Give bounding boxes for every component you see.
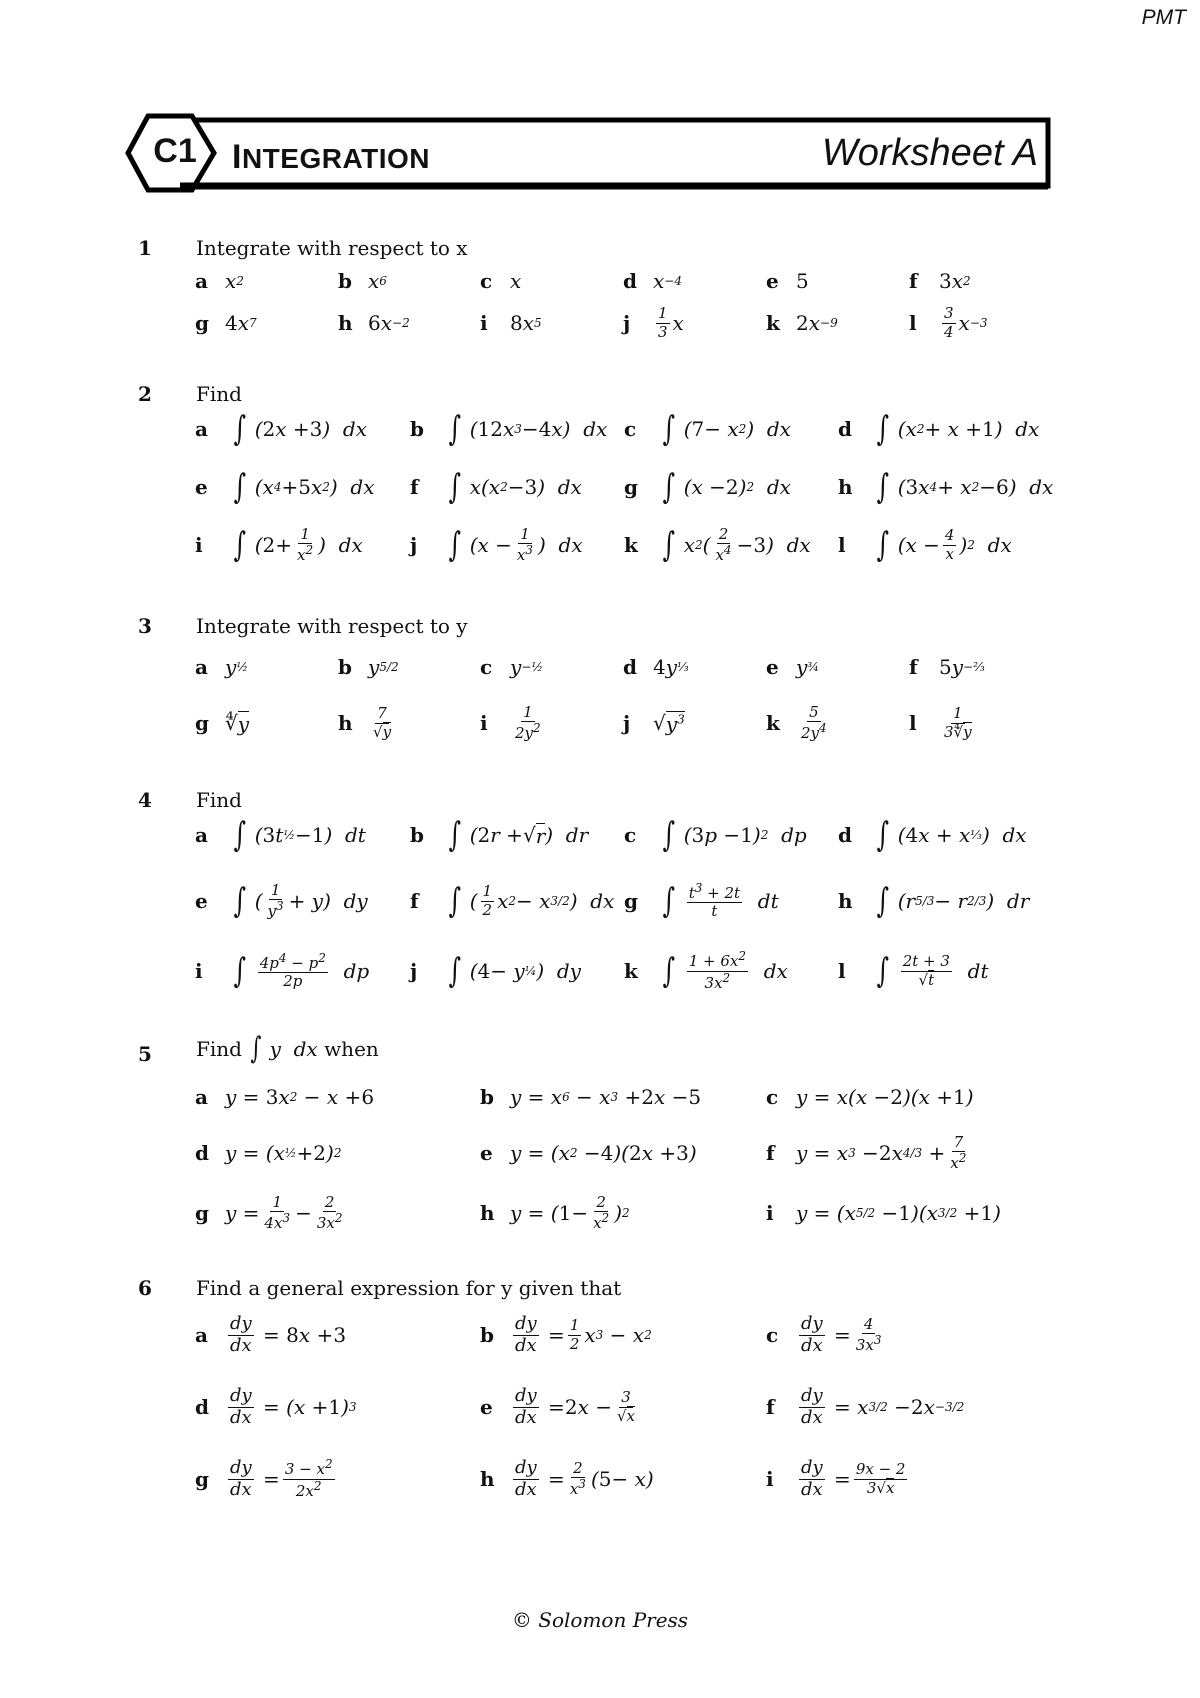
- part-5a: a y = 3 x 2 − x + 6: [195, 1085, 375, 1109]
- question-number: 4: [138, 788, 152, 812]
- part-3g: g ∜ y: [195, 711, 250, 736]
- item-row: [0, 1382, 1200, 1432]
- item-row: [0, 1188, 1200, 1238]
- part-3d: d 4 y ⅓: [623, 655, 689, 679]
- part-4e: e ∫ ( $\frac{1}{y^3}$ + y) dy: [195, 880, 368, 921]
- question-number: 1: [138, 236, 152, 260]
- part-1f: f 3 x 2: [909, 269, 971, 293]
- unit-code: C1: [153, 132, 197, 170]
- item-row: [0, 404, 1200, 454]
- part-3j: j √ $y^3$: [623, 711, 685, 736]
- part-5f: f y = x 3 − 2 x 4/3 + $\frac{7}{x^2}$: [766, 1132, 967, 1172]
- part-6f: f $\frac{dy}{dx}$ = x 3/2 − 2 x −3/2: [766, 1384, 965, 1428]
- item-row: [0, 810, 1200, 860]
- part-1j: j $\frac{1}{3}$ x: [623, 304, 684, 341]
- item-row: [0, 1072, 1200, 1122]
- part-4j: j ∫ ( 4 − y ¼ ) dy: [410, 951, 581, 991]
- part-4c: c ∫ ( 3 p − 1 ) 2 dp: [624, 815, 807, 855]
- item-row: [0, 462, 1200, 512]
- part-5d: d y = (x ½ + 2 ) 2: [195, 1141, 342, 1165]
- question-stem: Find: [196, 382, 242, 406]
- part-6h: h $\frac{dy}{dx}$ = $\frac{2}{x^3}$ ( 5 − x): [480, 1456, 654, 1500]
- part-3l: l $\frac{1}{3∜y}$: [909, 704, 972, 741]
- part-3b: b y 5/2: [338, 655, 399, 679]
- part-2k: k ∫ x 2 ( $\frac{2}{x^4}$ − 3 ) dx: [624, 524, 811, 565]
- part-4b: b ∫ ( 2 r + √ r ) dr: [410, 815, 589, 855]
- part-4k: k ∫ $\frac{1 + 6x^2}{3x^2}$ dx: [624, 949, 788, 992]
- part-2a: a ∫ ( 2 x + 3 ) dx: [195, 409, 368, 449]
- part-3k: k $\frac{5}{2y^4}$: [766, 702, 827, 742]
- part-2c: c ∫ ( 7 − x 2 ) dx: [624, 409, 791, 449]
- part-4f: f ∫ ( $\frac{1}{2}$ x 2 − x 3/2 ) dx: [410, 881, 615, 921]
- part-1l: l $\frac{3}{4}$ x −3: [909, 304, 988, 341]
- part-1h: h 6 x −2: [338, 311, 410, 335]
- part-2f: f ∫ x(x 2 − 3 ) dx: [410, 467, 582, 507]
- part-6a: a $\frac{dy}{dx}$ = 8 x + 3: [195, 1312, 347, 1356]
- part-2j: j ∫ (x − $\frac{1}{x^3}$ ) dx: [410, 524, 583, 565]
- question-number: 5: [138, 1042, 152, 1066]
- item-row: [0, 642, 1200, 692]
- part-5e: e y = (x 2 − 4 )( 2 x + 3 ): [480, 1141, 697, 1165]
- question-stem: Find a general expression for y given that: [196, 1276, 622, 1300]
- part-2d: d ∫ (x 2 + x + 1 ) dx: [838, 409, 1040, 449]
- question-number: 2: [138, 382, 152, 406]
- part-3h: h $\frac{7}{√y}$: [338, 704, 392, 741]
- part-2l: l ∫ (x − $\frac{4}{x}$ ) 2 dx: [838, 525, 1012, 565]
- part-2h: h ∫ ( 3 x 4 + x 2 − 6 ) dx: [838, 467, 1054, 507]
- part-4g: g ∫ $\frac{t^3 + 2t}{t}$ dt: [624, 880, 779, 921]
- item-row: [0, 698, 1200, 748]
- question-number: 6: [138, 1276, 152, 1300]
- part-6i: i $\frac{dy}{dx}$ = $\frac{9x - 2}{3√x}$: [766, 1456, 906, 1500]
- part-5c: c y = x(x − 2 )(x + 1 ): [766, 1085, 974, 1109]
- part-4l: l ∫ $\frac{2t + 3}{√t}$ dt: [838, 951, 989, 991]
- item-row: [0, 1454, 1200, 1504]
- part-6c: c $\frac{dy}{dx}$ = $\frac{4}{3x^3}$: [766, 1312, 882, 1356]
- part-2e: e ∫ (x 4 + 5 x 2 ) dx: [195, 467, 375, 507]
- question-stem: Find ∫ y dx when: [196, 1031, 379, 1066]
- part-1d: d x −4: [623, 269, 682, 293]
- copyright-footer: © Solomon Press: [511, 1608, 689, 1632]
- part-3f: f 5 y −⅔: [909, 655, 985, 679]
- part-5b: b y = x 6 − x 3 + 2 x − 5: [480, 1085, 702, 1109]
- item-row: [0, 520, 1200, 570]
- part-1c: c x: [480, 269, 522, 293]
- part-6e: e $\frac{dy}{dx}$ = 2 x − $\frac{3}{√x}$: [480, 1384, 635, 1428]
- part-2i: i ∫ ( 2 + $\frac{1}{x^2}$ ) dx: [195, 524, 363, 565]
- part-2g: g ∫ (x − 2 ) 2 dx: [624, 467, 791, 507]
- part-2b: b ∫ ( 12 x 3 − 4 x) dx: [410, 409, 608, 449]
- question-stem: Integrate with respect to x: [196, 236, 468, 260]
- part-4a: a ∫ ( 3 t ½ − 1 ) dt: [195, 815, 366, 855]
- part-1a: a x 2: [195, 269, 244, 293]
- page-title: INTEGRATION: [232, 138, 430, 176]
- worksheet-banner: [110, 112, 1060, 202]
- part-5g: g y = $\frac{1}{4x^3}$ − $\frac{2}{3x^2}$: [195, 1192, 343, 1232]
- part-1k: k 2 x −9: [766, 311, 838, 335]
- part-5i: i y = (x 5/2 − 1 )(x 3/2 + 1 ): [766, 1201, 1001, 1225]
- part-6d: d $\frac{dy}{dx}$ = (x + 1 ) 3: [195, 1384, 357, 1428]
- item-row: [0, 876, 1200, 926]
- part-1b: b x 6: [338, 269, 387, 293]
- part-6b: b $\frac{dy}{dx}$ = $\frac{1}{2}$ x 3 − x 2: [480, 1312, 652, 1356]
- item-row: [0, 946, 1200, 996]
- question-stem: Integrate with respect to y: [196, 614, 468, 638]
- part-3i: i $\frac{1}{2y^2}$: [480, 702, 541, 742]
- item-row: [0, 298, 1200, 348]
- worksheet-label: Worksheet A: [821, 132, 1038, 174]
- part-1i: i 8 x 5: [480, 311, 542, 335]
- question-number: 3: [138, 614, 152, 638]
- part-1g: g 4 x 7: [195, 311, 257, 335]
- part-4d: d ∫ ( 4 x + x ⅓ ) dx: [838, 815, 1027, 855]
- part-4h: h ∫ (r 5/3 − r 2/3 ) dr: [838, 881, 1030, 921]
- part-4i: i ∫ $\frac{4p^4 - p^2}{2p}$ dp: [195, 950, 370, 991]
- part-3e: e y ¾: [766, 655, 819, 679]
- part-3c: c y −½: [480, 655, 543, 679]
- part-5h: h y = ( 1 − $\frac{2}{x^2}$ ) 2: [480, 1192, 630, 1232]
- corner-label: PMT: [1141, 6, 1186, 29]
- part-6g: g $\frac{dy}{dx}$ = $\frac{3 - x^2}{2x^2}$: [195, 1456, 333, 1500]
- part-3a: a y ½: [195, 655, 248, 679]
- item-row: [0, 1310, 1200, 1360]
- part-1e: e 5: [766, 269, 809, 293]
- item-row: [0, 1128, 1200, 1178]
- question-stem: Find: [196, 788, 242, 812]
